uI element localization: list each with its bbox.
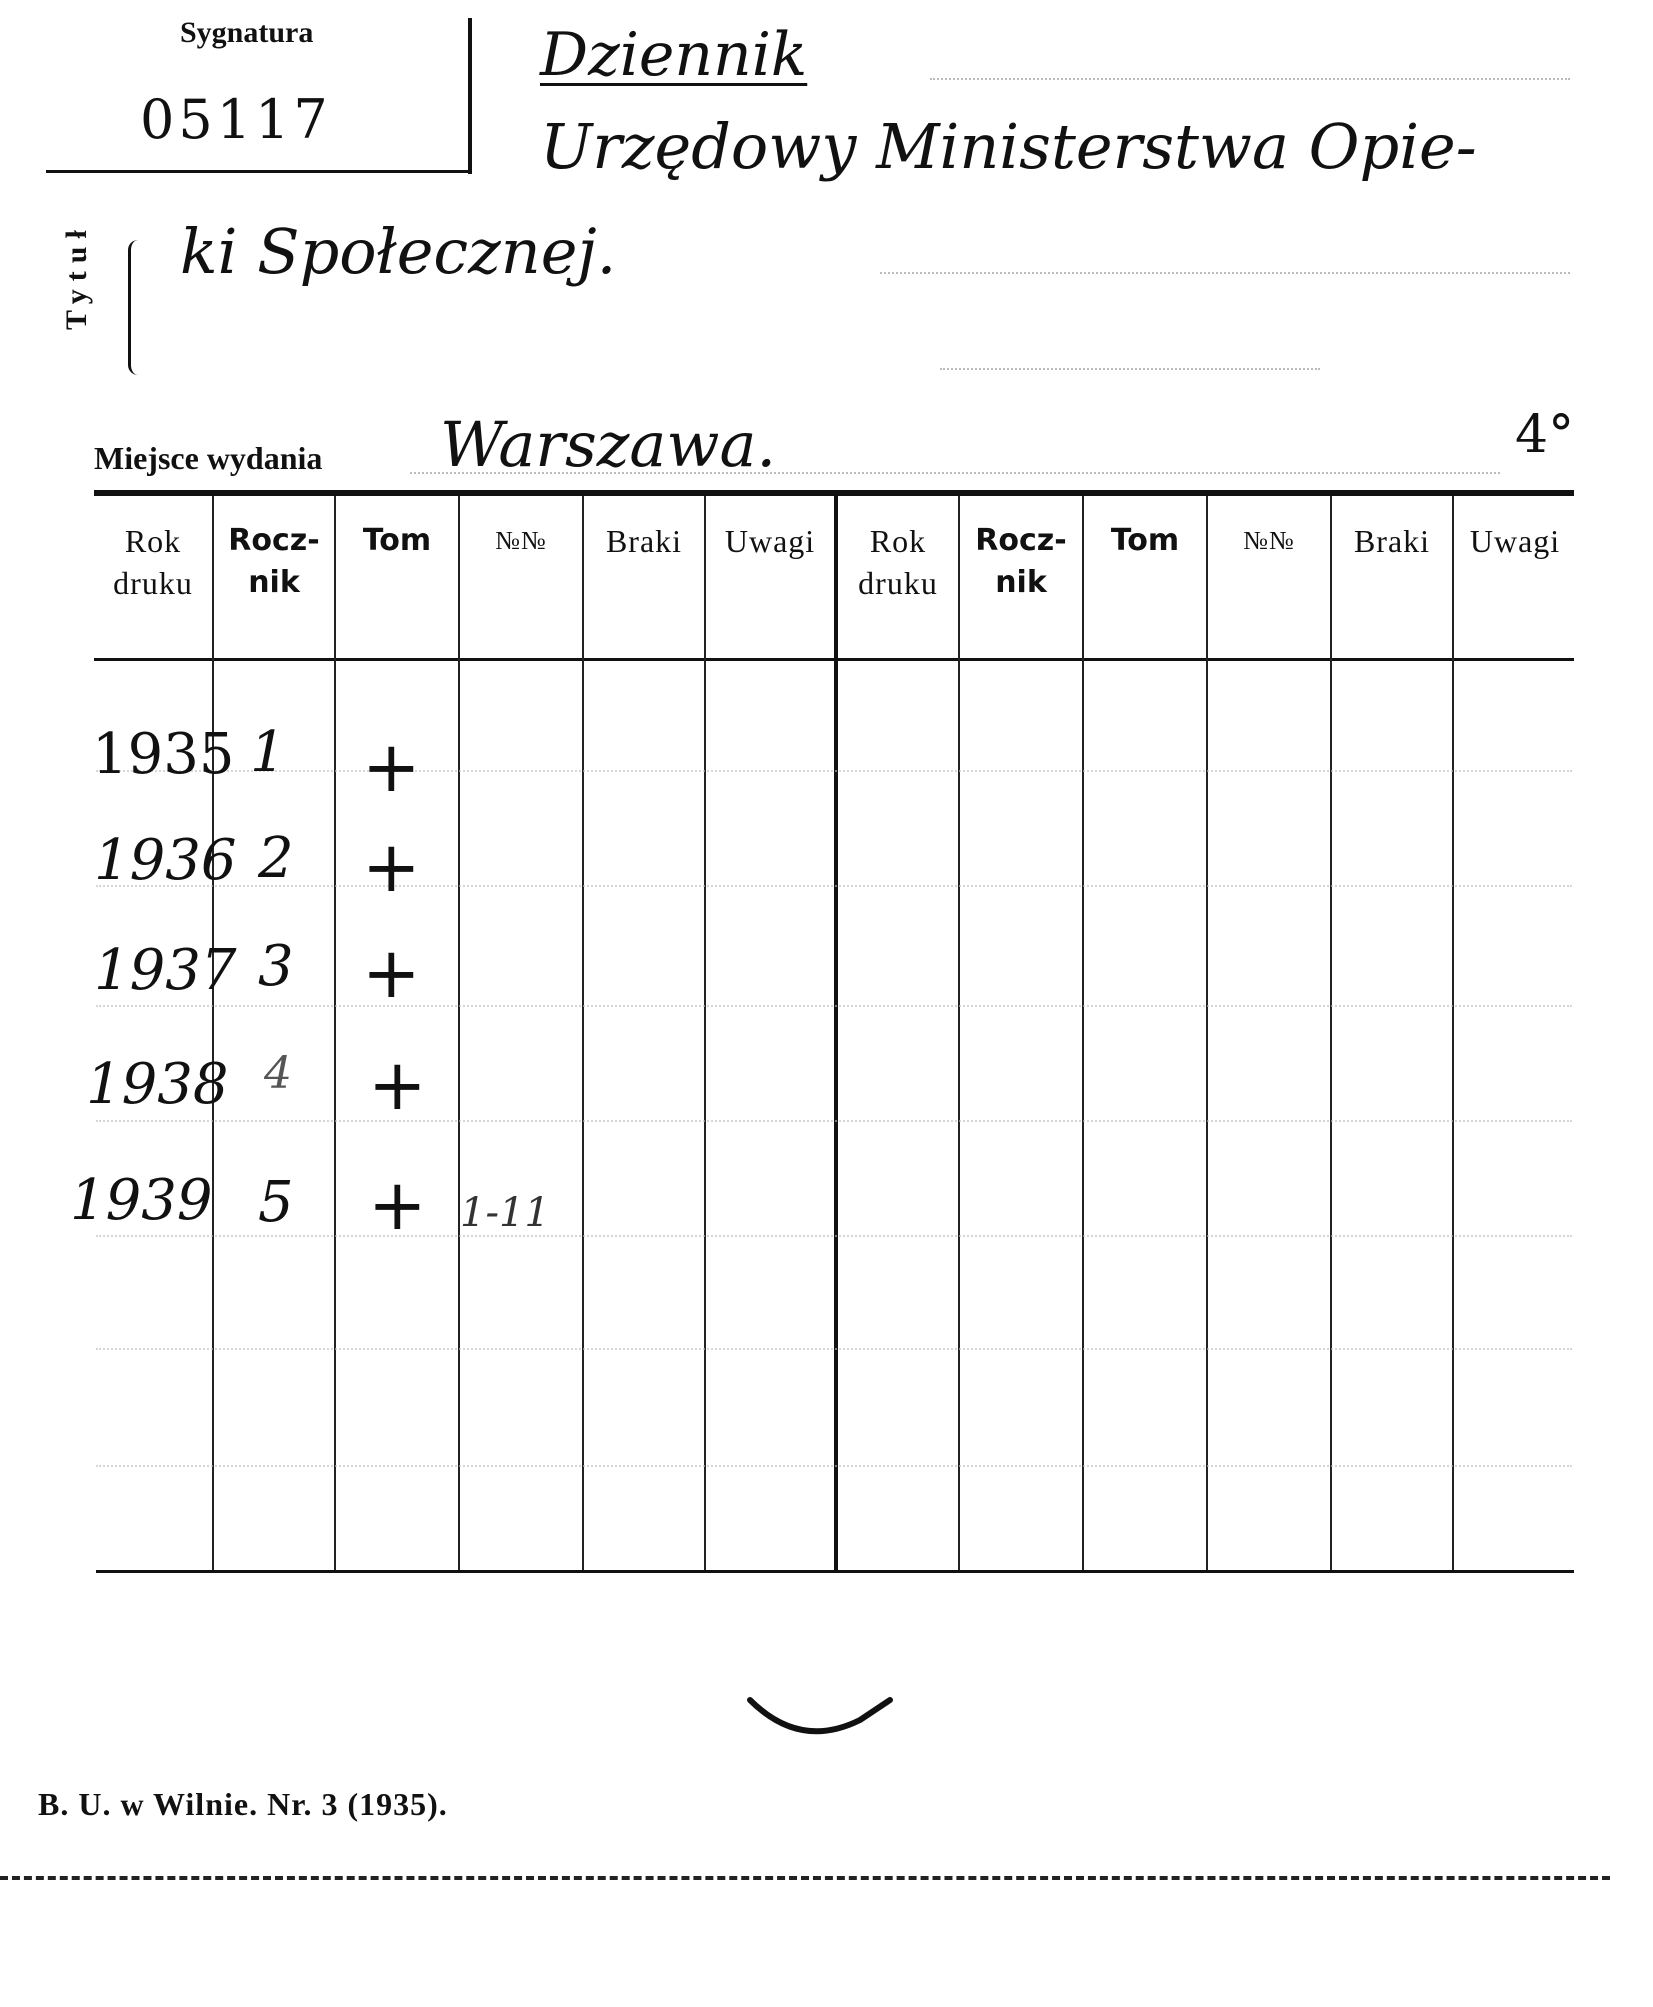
signature-value: 05117 [140, 88, 332, 151]
table-bottom-rule [96, 1570, 1574, 1573]
cell-year: 1935 [92, 722, 235, 787]
signature-box-bottom-line [46, 170, 471, 173]
cell-tom: + [362, 826, 421, 908]
header-rok-druku-right: Rok druku [858, 523, 938, 601]
row-guide [96, 1235, 1572, 1237]
header-tom-right: Tom [1110, 523, 1180, 558]
header-braki-right: Braki [1353, 523, 1431, 559]
col-divider [334, 496, 336, 1570]
col-divider [1206, 496, 1208, 1570]
col-divider [1452, 496, 1454, 1570]
header-uwagi-right: Uwagi [1469, 523, 1561, 559]
row-guide [96, 770, 1572, 772]
cell-tom: + [362, 932, 421, 1014]
title-line-1-dots [930, 78, 1570, 80]
cell-year: 1939 [70, 1168, 213, 1233]
header-numery: №№ [495, 526, 547, 555]
col-divider-center [834, 496, 838, 1570]
row-guide [96, 1348, 1572, 1350]
header-tom: Tom [362, 523, 432, 558]
signature-box-right-line [468, 18, 472, 174]
col-divider [582, 496, 584, 1570]
cell-year: 1938 [86, 1052, 229, 1117]
cell-rocznik: 1 [250, 720, 286, 785]
title-line-2: Urzędowy Ministerstwa Opie- [540, 110, 1477, 183]
cell-numery: 1-11 [460, 1190, 550, 1236]
col-divider [212, 496, 214, 1570]
header-uwagi: Uwagi [724, 523, 816, 559]
col-divider [958, 496, 960, 1570]
format-value: 4° [1515, 405, 1575, 465]
cell-rocznik: 2 [258, 826, 294, 891]
cell-year: 1937 [94, 938, 237, 1003]
pen-mark [740, 1680, 900, 1750]
cell-tom: + [368, 1044, 427, 1126]
cell-rocznik: 4 [264, 1048, 292, 1099]
header-numery-right: №№ [1243, 526, 1295, 555]
col-divider [704, 496, 706, 1570]
cell-tom: + [362, 726, 421, 808]
col-divider [458, 496, 460, 1570]
place-label: Miejsce wydania [94, 440, 323, 476]
row-guide [96, 1465, 1572, 1467]
cell-year: 1936 [94, 828, 237, 893]
col-divider [1082, 496, 1084, 1570]
place-value: Warszawa. [440, 408, 777, 481]
title-brace [128, 240, 141, 375]
cell-rocznik: 3 [258, 934, 294, 999]
card-bottom-edge [0, 1876, 1610, 1880]
signature-label: Sygnatura [180, 16, 314, 49]
title-line-1: Dziennik [540, 20, 808, 90]
header-braki: Braki [605, 523, 683, 559]
col-divider [1330, 496, 1332, 1570]
header-rocznik-right: Rocz- nik [975, 523, 1067, 600]
cell-tom: + [368, 1164, 427, 1246]
header-rok-druku: Rok druku [113, 523, 193, 601]
cell-rocznik: 5 [258, 1170, 294, 1235]
title-label: Tytuł [60, 222, 93, 330]
row-guide [96, 1120, 1572, 1122]
title-line-4-dots [940, 368, 1320, 370]
title-line-3-dots [880, 272, 1570, 274]
row-guide [96, 885, 1572, 887]
footer-imprint: B. U. w Wilnie. Nr. 3 (1935). [38, 1786, 448, 1822]
title-line-3: ki Społecznej. [180, 215, 617, 288]
header-rocznik: Rocz- nik [228, 523, 320, 600]
row-guide [96, 1005, 1572, 1007]
